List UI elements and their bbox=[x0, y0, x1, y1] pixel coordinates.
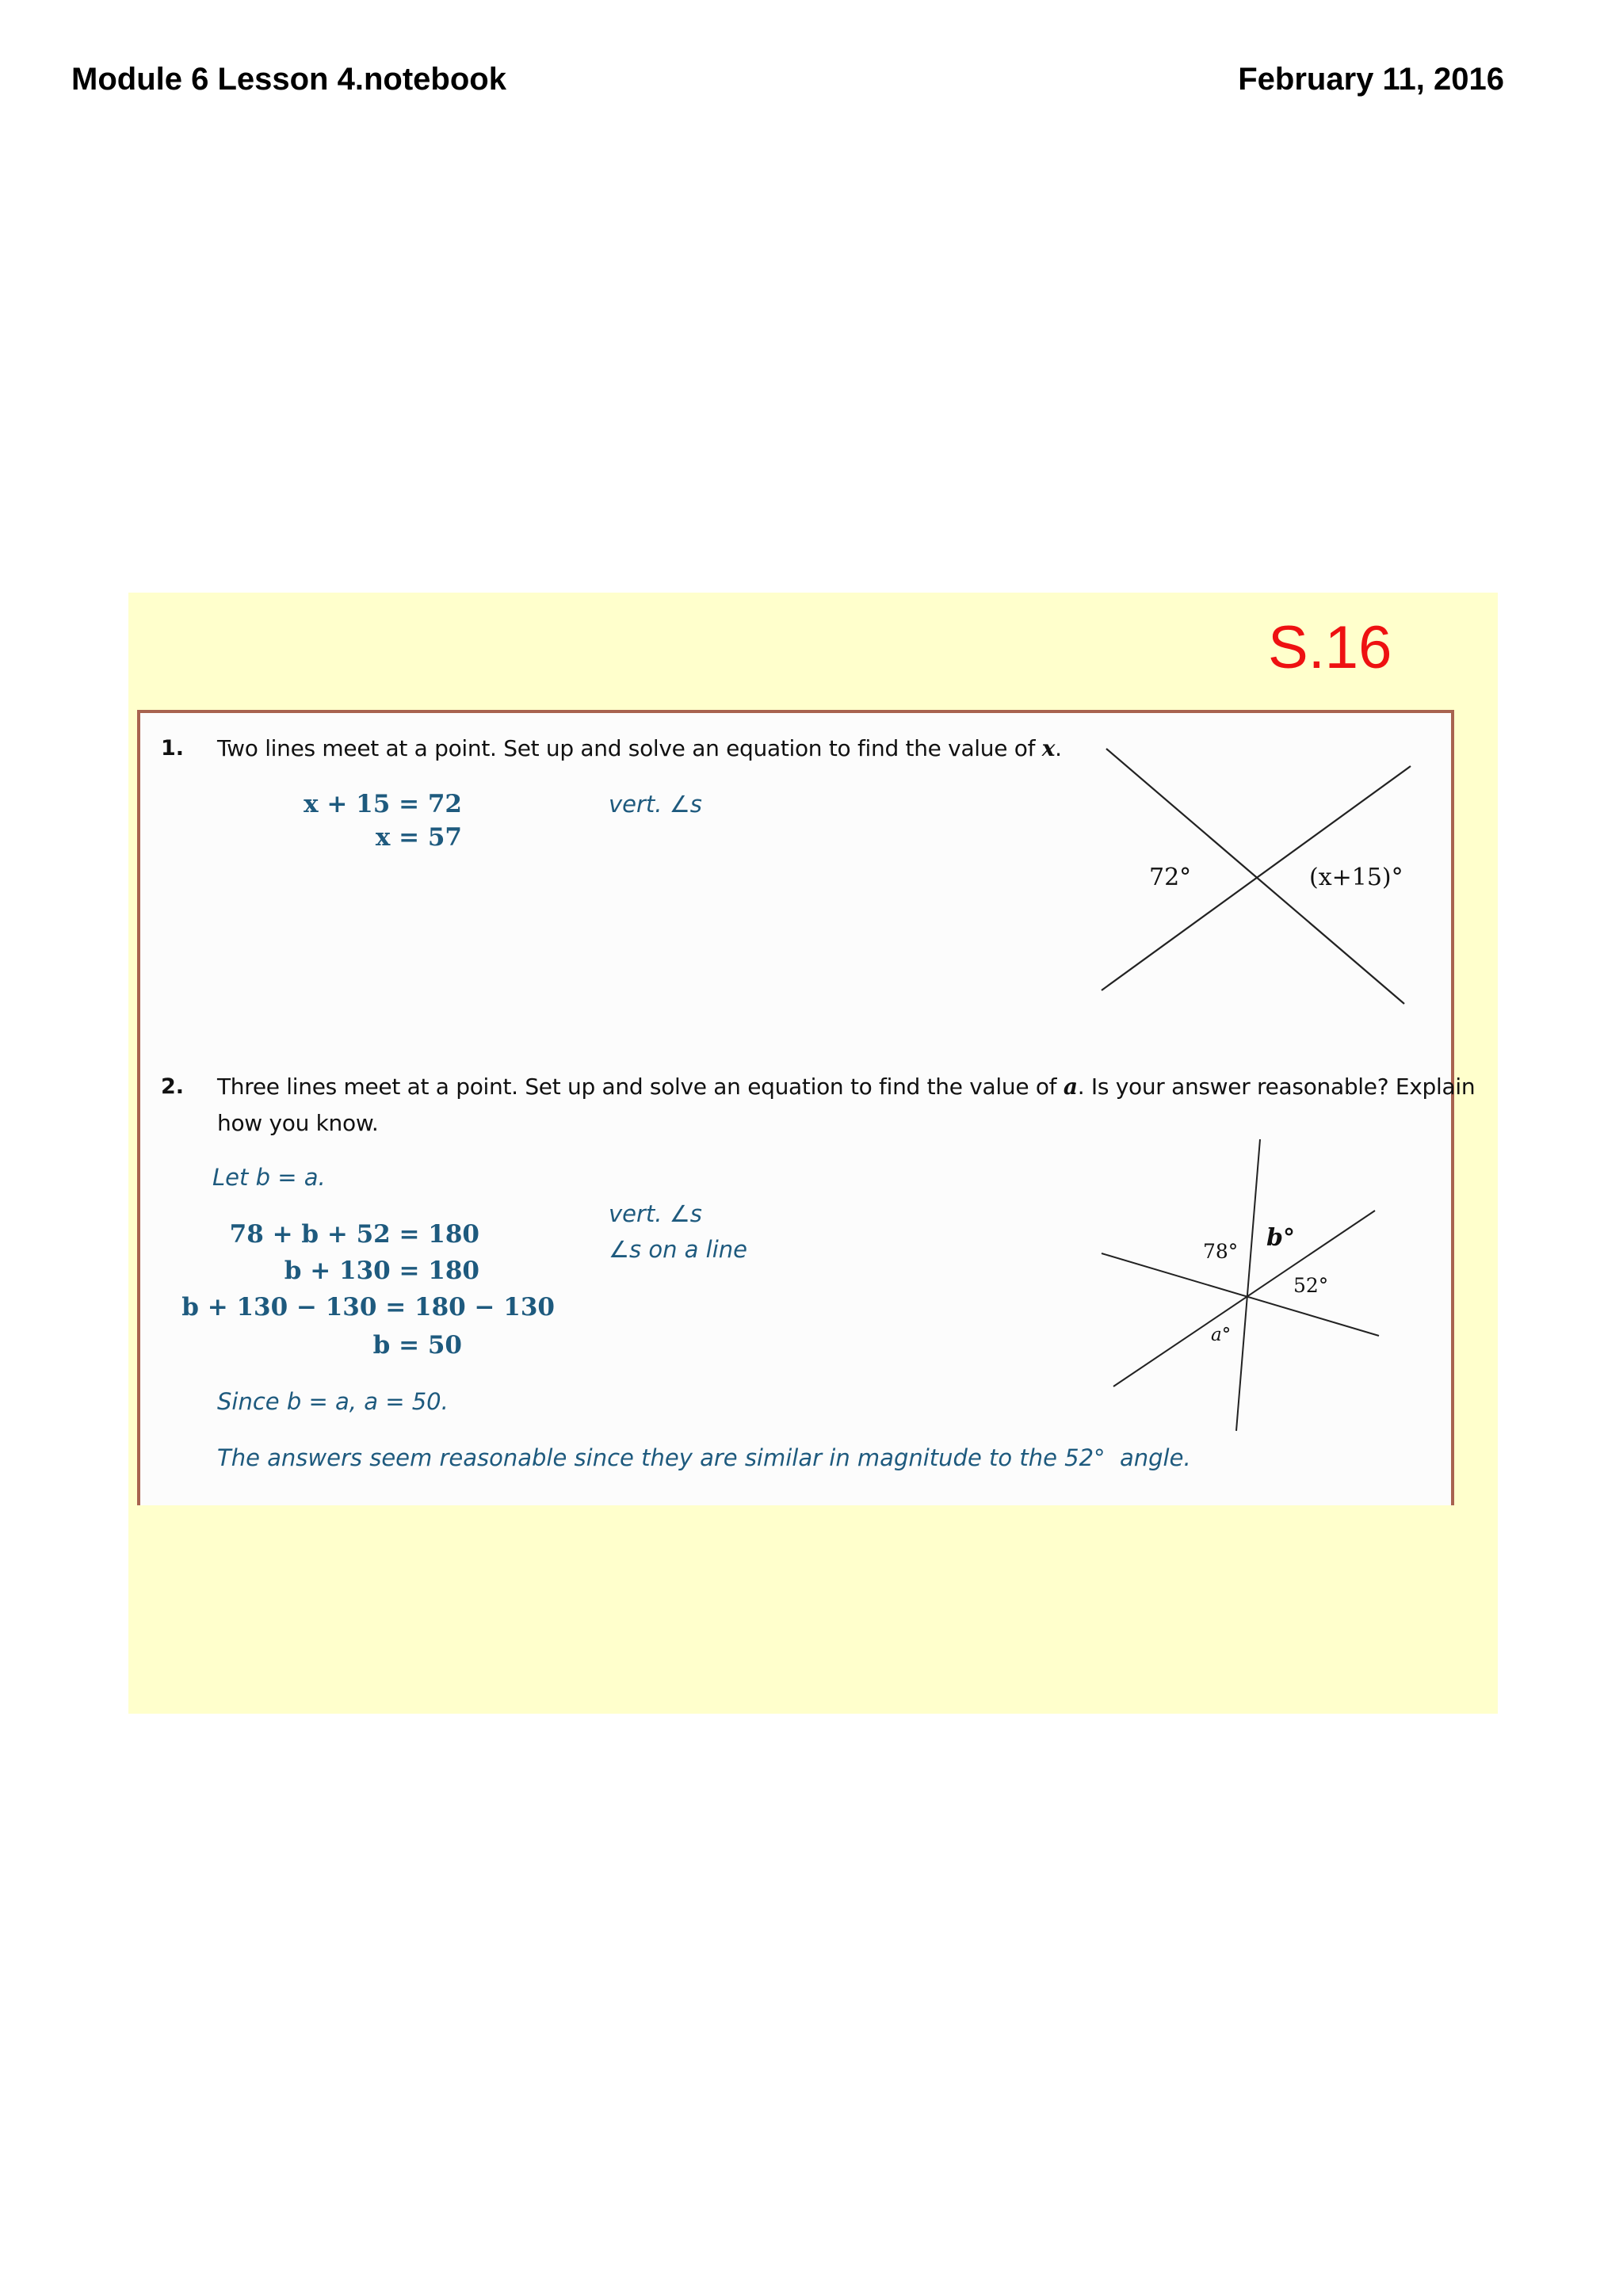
q1-number: 1. bbox=[161, 736, 185, 761]
q1-reason: vert. ∠s bbox=[609, 791, 702, 818]
q2-equation-3: b + 130 − 130 = 180 − 130 bbox=[181, 1293, 555, 1322]
slide-label: S.16 bbox=[1268, 614, 1392, 681]
q2-equation-4: b = 50 bbox=[372, 1331, 462, 1360]
q2-equation-1: 78 + b + 52 = 180 bbox=[229, 1220, 479, 1249]
q2-prompt-end: . Is your answer reasonable? Explain bbox=[1077, 1074, 1476, 1100]
q1-equation-2: x = 57 bbox=[375, 823, 462, 852]
q2-reason-2: ∠s on a line bbox=[609, 1236, 747, 1263]
q2-line-shallow bbox=[1102, 1253, 1379, 1336]
q2-let: Let b = a. bbox=[212, 1164, 326, 1191]
q1-prompt bbox=[217, 730, 1062, 767]
notebook-date: February 11, 2016 bbox=[1238, 62, 1504, 97]
q2-line-vertical bbox=[1236, 1139, 1260, 1431]
q2-angle-78: 78° bbox=[1203, 1240, 1239, 1263]
q1-equation-1: x + 15 = 72 bbox=[304, 790, 462, 818]
q2-prompt-text: Three lines meet at a point. Set up and solve an equation to find the value of bbox=[217, 1074, 1064, 1100]
q2-since: Since b = a, a = 50. bbox=[217, 1388, 449, 1415]
notebook-title: Module 6 Lesson 4.notebook bbox=[71, 62, 506, 97]
q1-prompt-end: . bbox=[1055, 735, 1062, 761]
q2-angle-52: 52° bbox=[1293, 1274, 1329, 1297]
q2-number: 2. bbox=[161, 1074, 185, 1099]
q2-angle-b: b° bbox=[1266, 1224, 1295, 1252]
q2-prompt bbox=[217, 1069, 1475, 1142]
q2-prompt-line2: how you know. bbox=[217, 1110, 379, 1136]
q2-angle-a: a° bbox=[1211, 1325, 1232, 1345]
q1-angle-left: 72° bbox=[1149, 864, 1192, 891]
q1-angle-right: (x+15)° bbox=[1309, 864, 1403, 891]
q2-line-steep bbox=[1113, 1211, 1375, 1386]
q2-reason-1: vert. ∠s bbox=[609, 1200, 702, 1227]
q2-equation-2: b + 130 = 180 bbox=[284, 1257, 479, 1285]
q2-prompt-variable: a bbox=[1063, 1074, 1078, 1100]
q1-prompt-variable: x bbox=[1041, 735, 1056, 761]
q2-diagram bbox=[1094, 1133, 1395, 1442]
q1-diagram bbox=[1094, 741, 1426, 1010]
q1-prompt-text: Two lines meet at a point. Set up and solve an equation to find the value of bbox=[217, 735, 1042, 761]
q2-conclusion: The answers seem reasonable since they are similar in magnitude to the 52° angle. bbox=[217, 1444, 1191, 1471]
